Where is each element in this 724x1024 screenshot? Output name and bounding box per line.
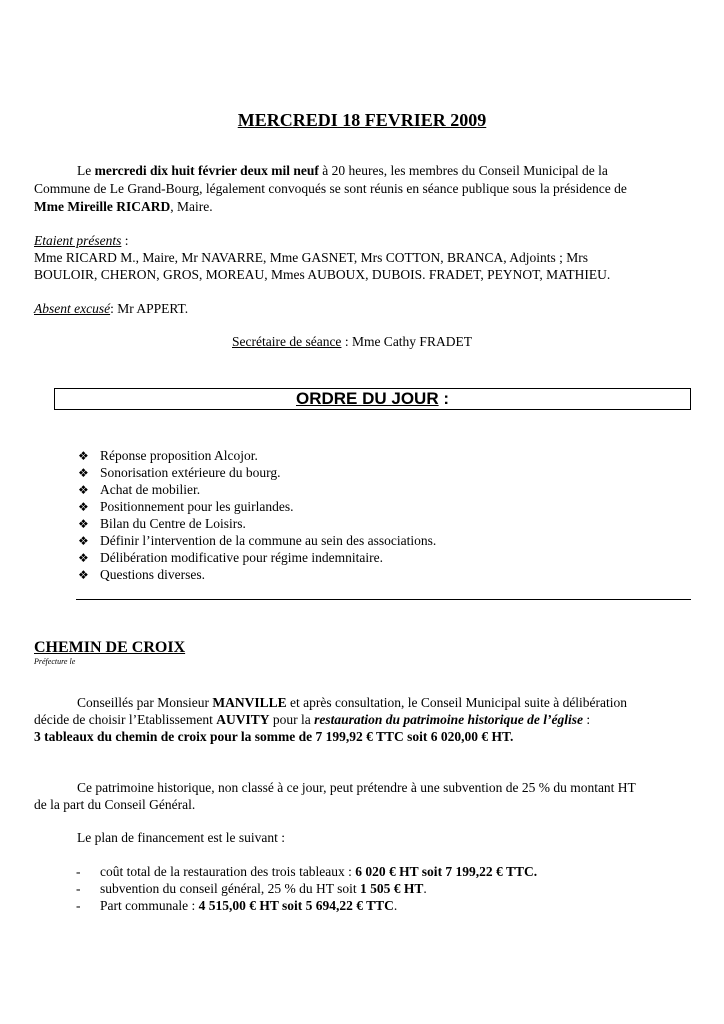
- diamond-bullet-icon: ❖: [78, 449, 89, 463]
- meeting-date-text: mercredi dix huit février deux mil neuf: [94, 163, 319, 178]
- body-text: pour la: [269, 712, 315, 727]
- agenda-item-text: Bilan du Centre de Loisirs.: [100, 516, 246, 531]
- agenda-item-text: Positionnement pour les guirlandes.: [100, 499, 294, 514]
- agenda-item: [78, 549, 436, 566]
- agenda-item-text: Réponse proposition Alcojor.: [100, 448, 258, 463]
- agenda-item-text: Questions diverses.: [100, 567, 205, 582]
- section-heading: CHEMIN DE CROIX: [34, 639, 186, 656]
- diamond-bullet-icon: ❖: [78, 534, 89, 548]
- financement-list: [76, 863, 537, 914]
- presents-line-1: Mme RICARD M., Maire, Mr NAVARRE, Mme GASNET, Mrs COTTON, BRANCA, Adjoints ; Mrs: [34, 250, 589, 265]
- body-text: :: [583, 712, 591, 727]
- presents-label: Etaient présents: [34, 233, 122, 248]
- amount-text: 1 505 € HT: [359, 881, 424, 896]
- financement-item: [76, 897, 537, 914]
- project-name: restauration du patrimoine historique de l’église: [314, 712, 583, 727]
- agenda-title-box: [54, 388, 691, 410]
- diamond-bullet-icon: ❖: [78, 483, 89, 497]
- agenda-item: [78, 498, 436, 515]
- body-text: décide de choisir l’Etablissement: [34, 712, 217, 727]
- agenda-title: ORDRE DU JOUR: [295, 389, 439, 408]
- intro-text: Le: [77, 163, 95, 178]
- diamond-bullet-icon: ❖: [78, 568, 89, 582]
- dash-bullet: -: [76, 881, 81, 896]
- financement-item: [76, 863, 537, 880]
- chemin-p2-line-1: Ce patrimoine historique, non classé à ce jour, peut prétendre à une subvention de 25 % du montant HT: [77, 780, 636, 795]
- agenda-item: [78, 532, 436, 549]
- person-name: MANVILLE: [212, 695, 287, 710]
- dash-bullet: -: [76, 864, 81, 879]
- presents-heading: [34, 232, 129, 249]
- diamond-bullet-icon: ❖: [78, 500, 89, 514]
- dash-bullet: -: [76, 898, 81, 913]
- absent-value: : Mr APPERT.: [110, 301, 189, 316]
- absent-label: Absent excusé: [34, 301, 111, 316]
- diamond-bullet-icon: ❖: [78, 517, 89, 531]
- agenda-item: [78, 481, 436, 498]
- body-text: coût total de la restauration des trois tableaux :: [100, 864, 356, 879]
- financement-item: [76, 880, 537, 897]
- chemin-p2-line-2: de la part du Conseil Général.: [34, 797, 196, 812]
- agenda-item-text: Définir l’intervention de la commune au sein des associations.: [100, 533, 437, 548]
- prefecture-note: Préfecture le: [34, 657, 76, 666]
- intro-text: à 20 heures, les membres du Conseil Municipal de la: [318, 163, 608, 178]
- absent-line: [34, 300, 188, 317]
- presents-line-2: BOULOIR, CHERON, GROS, MOREAU, Mmes AUBOUX, DUBOIS. FRADET, PEYNOT, MATHIEU.: [34, 267, 611, 282]
- body-text: Part communale :: [100, 898, 199, 913]
- agenda-item: [78, 447, 436, 464]
- mayor-name: Mme Mireille RICARD: [34, 199, 171, 214]
- intro-text: , Maire.: [170, 199, 213, 214]
- diamond-bullet-icon: ❖: [78, 551, 89, 565]
- company-name: AUVITY: [216, 712, 270, 727]
- agenda-title-colon: :: [438, 389, 449, 408]
- chemin-p1-line-2: [34, 711, 590, 728]
- financement-intro: Le plan de financement est le suivant :: [77, 830, 286, 845]
- agenda-item-text: Sonorisation extérieure du bourg.: [100, 465, 281, 480]
- intro-line-1: [77, 162, 608, 179]
- body-text: Conseillés par Monsieur: [77, 695, 213, 710]
- secretaire-line: [232, 333, 472, 350]
- secretaire-label: Secrétaire de séance: [232, 334, 342, 349]
- agenda-item-text: Achat de mobilier.: [100, 482, 201, 497]
- amount-text: 6 020 € HT soit 7 199,22 € TTC.: [355, 864, 538, 879]
- body-text: et après consultation, le Conseil Municipal suite à délibération: [286, 695, 628, 710]
- agenda-item: [78, 566, 436, 583]
- body-text: .: [393, 898, 398, 913]
- chemin-p1-line-1: [77, 694, 627, 711]
- agenda-item: [78, 515, 436, 532]
- amount-text: 4 515,00 € HT soit 5 694,22 € TTC: [198, 898, 394, 913]
- section-divider: [76, 599, 691, 600]
- agenda-list: [78, 447, 436, 583]
- body-text: subvention du conseil général, 25 % du HT soit: [100, 881, 360, 896]
- presents-colon: :: [121, 233, 129, 248]
- agenda-item: [78, 464, 436, 481]
- page-title: MERCREDI 18 FEVRIER 2009: [237, 110, 487, 130]
- chemin-p1-line-3: 3 tableaux du chemin de croix pour la somme de 7 199,92 € TTC soit 6 020,00 € HT.: [34, 729, 514, 744]
- agenda-item-text: Délibération modificative pour régime indemnitaire.: [100, 550, 384, 565]
- intro-line-2: Commune de Le Grand-Bourg, légalement convoqués se sont réunis en séance publique sous la présidence de: [34, 181, 627, 196]
- body-text: .: [423, 881, 427, 896]
- secretaire-value: : Mme Cathy FRADET: [341, 334, 472, 349]
- diamond-bullet-icon: ❖: [78, 466, 89, 480]
- intro-line-3: [34, 198, 213, 215]
